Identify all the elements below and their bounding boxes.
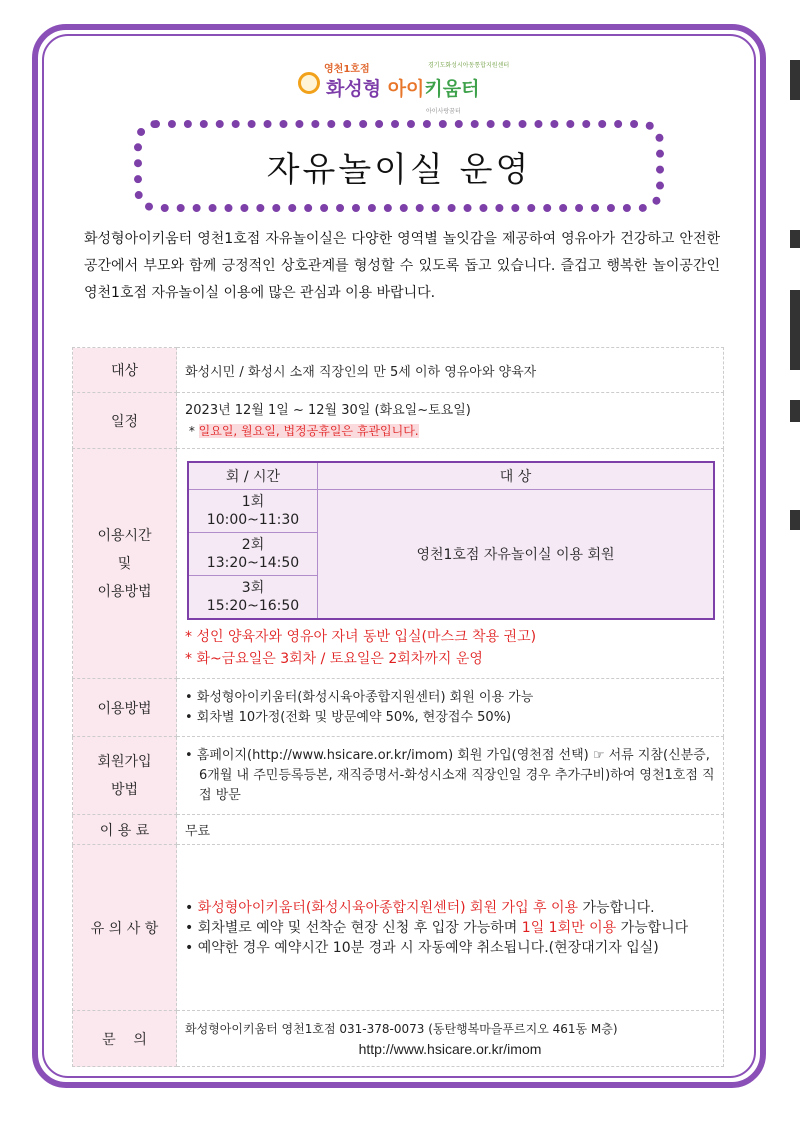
logo-name-3: 키움터 xyxy=(424,78,480,100)
caution-item-3-text: 예약한 경우 예약시간 10분 경과 시 자동예약 취소됩니다.(현장대기자 입실) xyxy=(197,939,659,956)
slot-2-name: 2회 xyxy=(241,537,265,553)
value-method xyxy=(177,679,724,737)
label-target: 대상 xyxy=(73,348,177,393)
row-caution xyxy=(73,845,724,1011)
slot-1-name: 1회 xyxy=(241,494,265,510)
info-table xyxy=(72,347,724,1067)
label-time xyxy=(73,449,177,679)
slot-1-time: 10:00~11:30 xyxy=(206,512,300,528)
edge-artifact xyxy=(790,400,800,422)
caution-item-2-red: 1일 1회만 이용 xyxy=(521,919,617,936)
row-method xyxy=(73,679,724,737)
schedule-note-star: * xyxy=(188,423,195,438)
caution-item-3: • 예약한 경우 예약시간 10분 경과 시 자동예약 취소됩니다.(현장대기자 입실) xyxy=(185,939,659,956)
row-contact xyxy=(73,1011,724,1067)
caution-item-1: • 화성형아이키움터(화성시육아종합지원센터) 회원 가입 후 이용 가능합니다. xyxy=(185,899,655,916)
row-join xyxy=(73,737,724,815)
time-note-2: * 화~금요일은 3회차 / 토요일은 2회차까지 운영 xyxy=(185,651,483,667)
edge-artifact xyxy=(790,230,800,248)
edge-artifact xyxy=(790,510,800,530)
sched-header-slot: 회 / 시간 xyxy=(188,462,318,490)
caution-item-2-a: 회차별로 예약 및 선착순 현장 신청 후 입장 가능하며 xyxy=(197,919,522,936)
logo xyxy=(290,52,520,115)
label-time-3: 이용방법 xyxy=(97,583,152,600)
label-contact: 문 의 xyxy=(73,1011,177,1067)
label-time-1: 이용시간 xyxy=(97,527,152,544)
schedule-note: 일요일, 월요일, 법정공휴일은 휴관입니다. xyxy=(198,423,419,438)
sched-header-target: 대 상 xyxy=(318,462,715,490)
row-fee xyxy=(73,815,724,845)
edge-artifact xyxy=(790,290,800,370)
logo-subtitle: 영천1호점 xyxy=(324,64,370,75)
contact-url[interactable]: http://www.hsicare.or.kr/imom xyxy=(358,1041,542,1057)
edge-artifact xyxy=(790,60,800,100)
method-item-2: • 회차별 10가정(전화 및 방문예약 50%, 현장접수 50%) xyxy=(185,709,512,725)
value-contact xyxy=(177,1011,724,1067)
value-time xyxy=(177,449,724,679)
caution-item-1-rest: 가능합니다. xyxy=(578,899,655,916)
value-join xyxy=(177,737,724,815)
slot-target: 영천1호점 자유놀이실 이용 회원 xyxy=(318,490,715,620)
join-text: • 홈페이지(http://www.hsicare.or.kr/imom) 회원 가입(영천점 선택) ☞ 서류 지참(신분증, 6개월 내 주민등록등본, 재직증명서-화성시소재 직장인일 경우 추가구비)하여 영천1호점 직접 방문 xyxy=(185,747,715,803)
title-box xyxy=(134,120,664,212)
caution-item-2: • 회차별로 예약 및 선착순 현장 신청 후 입장 가능하며 1일 1회만 이용 가능합니다 xyxy=(185,919,689,936)
page-title: 자유놀이실 운영 xyxy=(266,149,532,190)
logo-name xyxy=(326,74,479,101)
label-join xyxy=(73,737,177,815)
schedule-dates: 2023년 12월 1일 ~ 12월 30일 (화요일~토요일) xyxy=(185,402,471,418)
intro-text: 화성형아이키움터 영천1호점 자유놀이실은 다양한 영역별 놀잇감을 제공하여 영유아가 건강하고 안전한 공간에서 부모와 함께 긍정적인 상호관계를 형성할 수 있도록 돕고 있습니다. 즐겁고 행복한 놀이공간인 영천1호점 자유놀이실 이용에 많은 관심과 이용 바랍니다. xyxy=(84,231,720,301)
label-time-2: 및 xyxy=(117,555,132,572)
value-caution xyxy=(177,845,724,1011)
caution-item-1-red: 화성형아이키움터(화성시육아종합지원센터) 회원 가입 후 이용 xyxy=(197,899,579,916)
time-note-1: * 성인 양육자와 영유아 자녀 동반 입실(마스크 착용 권고) xyxy=(185,629,537,645)
slot-3 xyxy=(188,576,318,620)
caution-item-2-b: 가능합니다 xyxy=(616,919,689,936)
logo-org: 경기도화성시아동통합지원센터 xyxy=(428,62,510,69)
row-target xyxy=(73,348,724,393)
slot-2 xyxy=(188,533,318,576)
method-item-1: • 화성형아이키움터(화성시육아종합지원센터) 회원 이용 가능 xyxy=(185,689,534,705)
logo-name-1: 화성형 xyxy=(326,78,382,100)
value-schedule xyxy=(177,393,724,449)
label-join-2: 방법 xyxy=(110,781,139,798)
smile-icon xyxy=(298,72,320,94)
logo-tagline: 아이사랑꿈터 xyxy=(426,108,461,115)
label-method: 이용방법 xyxy=(73,679,177,737)
value-fee: 무료 xyxy=(177,815,724,845)
slot-2-time: 13:20~14:50 xyxy=(206,555,300,571)
label-caution: 유 의 사 항 xyxy=(73,845,177,1011)
slot-3-time: 15:20~16:50 xyxy=(206,598,300,614)
logo-name-2: 아이 xyxy=(387,78,425,100)
value-target: 화성시민 / 화성시 소재 직장인의 만 5세 이하 영유아와 양육자 xyxy=(177,348,724,393)
label-join-1: 회원가입 xyxy=(97,753,152,770)
row-time xyxy=(73,449,724,679)
slot-1 xyxy=(188,490,318,533)
slot-3-name: 3회 xyxy=(241,580,265,596)
row-schedule xyxy=(73,393,724,449)
label-schedule: 일정 xyxy=(73,393,177,449)
schedule-table xyxy=(187,461,715,620)
schedule-note-line xyxy=(185,421,715,441)
label-fee: 이 용 료 xyxy=(73,815,177,845)
contact-text: 화성형아이키움터 영천1호점 031-378-0073 (동탄행복마을푸르지오 461동 M층) xyxy=(185,1022,618,1036)
